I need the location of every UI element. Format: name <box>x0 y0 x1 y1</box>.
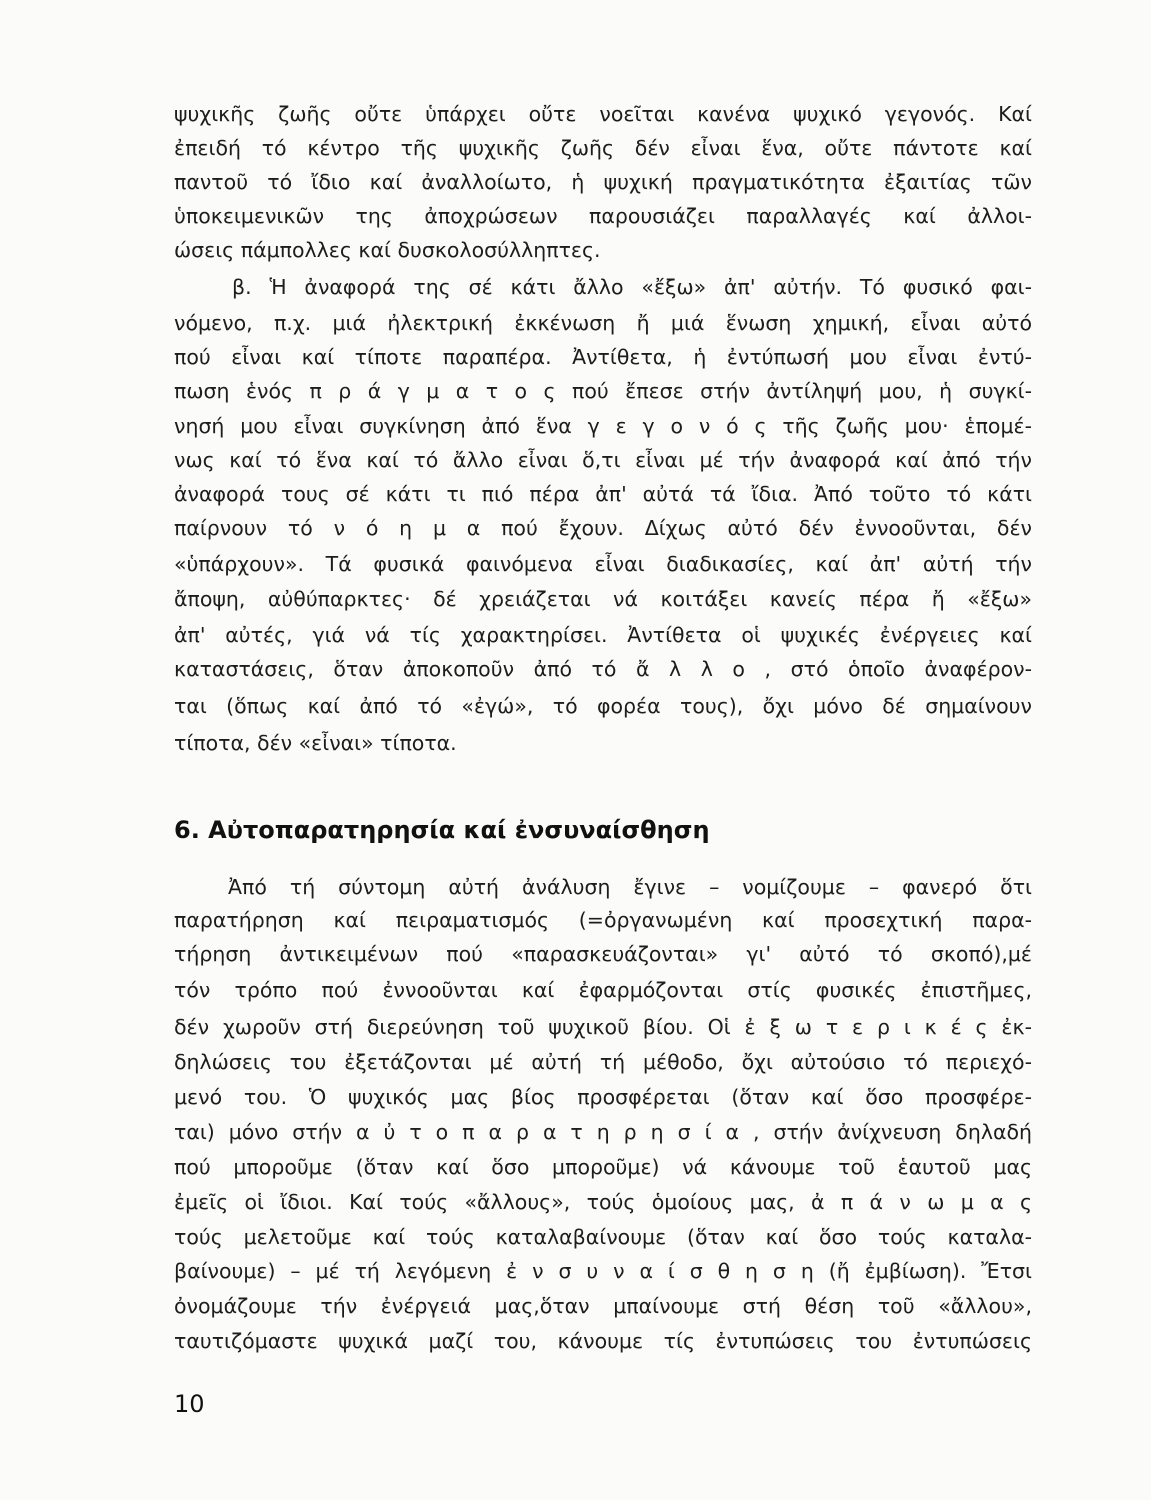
text-line: πωση ἑνός π ρ ά γ μ α τ ο ς πού ἔπεσε στήν ἀντίληψή μου, ἡ συγκί- <box>174 379 1032 403</box>
text-line: νως καί τό ἕνα καί τό ἄλλο εἶναι ὅ,τι εἶναι μέ τήν ἀναφορά καί ἀπό τήν <box>174 448 1032 472</box>
text-line: μενό του. Ὁ ψυχικός μας βίος προσφέρεται (ὅταν καί ὅσο προσφέρε- <box>174 1085 1032 1109</box>
text-line: τήρηση ἀντικειμένων πού «παρασκευάζονται» γι' αὐτό τό σκοπό),μέ <box>174 942 1032 966</box>
text-line: παίρνουν τό ν ό η μ α πού ἔχουν. Δίχως αὐτό δέν ἐννοοῦνται, δέν <box>174 516 1032 540</box>
text-line: ψυχικῆς ζωῆς οὔτε ὑπάρχει οὔτε νοεῖται κανένα ψυχικό γεγονός. Καί <box>174 102 1032 126</box>
text-line: ὑποκειμενικῶν της ἀποχρώσεων παρουσιάζει παραλλαγές καί ἀλλοι- <box>174 204 1032 228</box>
text-line: ώσεις πάμπολλες καί δυσκολοσύλληπτες. <box>174 238 601 262</box>
text-line: πού εἶναι καί τίποτε παραπέρα. Ἀντίθετα, ἡ ἐντύπωσή μου εἶναι ἐντύ- <box>174 345 1032 369</box>
text-line: δέν χωροῦν στή διερεύνηση τοῦ ψυχικοῦ βίου. Οἱ ἐ ξ ω τ ε ρ ι κ έ ς ἐκ- <box>174 1015 1032 1039</box>
text-line: Ἀπό τή σύντομη αὐτή ἀνάλυση ἔγινε – νομίζουμε – φανερό ὅτι <box>228 875 1032 899</box>
text-line: ται) μόνο στήν α ὐ τ ο π α ρ α τ η ρ η σ ί α , στήν ἀνίχνευση δηλαδή <box>174 1120 1032 1144</box>
text-line: ὀνομάζουμε τήν ἐνέργειά μας,ὅταν μπαίνουμε στή θέση τοῦ «ἄλλου», <box>174 1294 1032 1318</box>
text-line: νόμενο, π.χ. μιά ἠλεκτρική ἐκκένωση ἤ μιά ἕνωση χημική, εἶναι αὐτό <box>174 311 1032 335</box>
page-number: 10 <box>174 1390 205 1418</box>
text-line: ἀπ' αὐτές, γιά νά τίς χαρακτηρίσει. Ἀντίθετα οἱ ψυχικές ἐνέργειες καί <box>174 623 1032 647</box>
text-line: πού μποροῦμε (ὅταν καί ὅσο μποροῦμε) νά κάνουμε τοῦ ἑαυτοῦ μας <box>174 1155 1032 1179</box>
text-line: «ὑπάρχουν». Τά φυσικά φαινόμενα εἶναι διαδικασίες, καί ἀπ' αὐτή τήν <box>174 552 1032 576</box>
text-line: ἐπειδή τό κέντρο τῆς ψυχικῆς ζωῆς δέν εἶναι ἕνα, οὔτε πάντοτε καί <box>174 136 1032 160</box>
section-heading: 6. Αὐτοπαρατηρησία καί ἐνσυναίσθηση <box>174 816 710 844</box>
text-line: παντοῦ τό ἴδιο καί ἀναλλοίωτο, ἡ ψυχική πραγματικότητα ἐξαιτίας τῶν <box>174 170 1032 194</box>
text-line: καταστάσεις, ὅταν ἀποκοποῦν ἀπό τό ἄ λ λ ο , στό ὁποῖο ἀναφέρον- <box>174 657 1032 681</box>
text-line: β. Ἡ ἀναφορά της σέ κάτι ἄλλο «ἔξω» ἀπ' αὐτήν. Τό φυσικό φαι- <box>232 275 1032 299</box>
text-line: τόν τρόπο πού ἐννοοῦνται καί ἐφαρμόζονται στίς φυσικές ἐπιστῆμες, <box>174 978 1032 1002</box>
text-line: ἄποψη, αὐθύπαρκτες· δέ χρειάζεται νά κοιτάξει κανείς πέρα ἤ «ἔξω» <box>174 587 1032 611</box>
text-line: ται (ὅπως καί ἀπό τό «ἐγώ», τό φορέα τους), ὄχι μόνο δέ σημαίνουν <box>174 694 1032 718</box>
text-line: τίποτα, δέν «εἶναι» τίποτα. <box>174 731 457 755</box>
text-line: βαίνουμε) – μέ τή λεγόμενη ἐ ν σ υ ν α ί σ θ η σ η (ἤ ἐμβίωση). Ἔτσι <box>174 1259 1032 1283</box>
text-line: παρατήρηση καί πειραματισμός (=ὀργανωμένη καί προσεχτική παρα- <box>174 908 1032 932</box>
text-line: ἀναφορά τους σέ κάτι τι πιό πέρα ἀπ' αὐτά τά ἴδια. Ἀπό τοῦτο τό κάτι <box>174 482 1032 506</box>
text-line: ἐμεῖς οἱ ἴδιοι. Καί τούς «ἄλλους», τούς ὁμοίους μας, ἀ π ά ν ω μ α ς <box>174 1190 1032 1214</box>
text-line: δηλώσεις του ἐξετάζονται μέ αὐτή τή μέθοδο, ὄχι αὐτούσιο τό περιεχό- <box>174 1050 1032 1074</box>
text-line: τούς μελετοῦμε καί τούς καταλαβαίνουμε (ὅταν καί ὅσο τούς καταλα- <box>174 1225 1032 1249</box>
text-line: νησή μου εἶναι συγκίνηση ἀπό ἕνα γ ε γ ο ν ό ς τῆς ζωῆς μου· ἑπομέ- <box>174 414 1032 438</box>
text-line: ταυτιζόμαστε ψυχικά μαζί του, κάνουμε τίς ἐντυπώσεις του ἐντυπώσεις <box>174 1329 1032 1353</box>
